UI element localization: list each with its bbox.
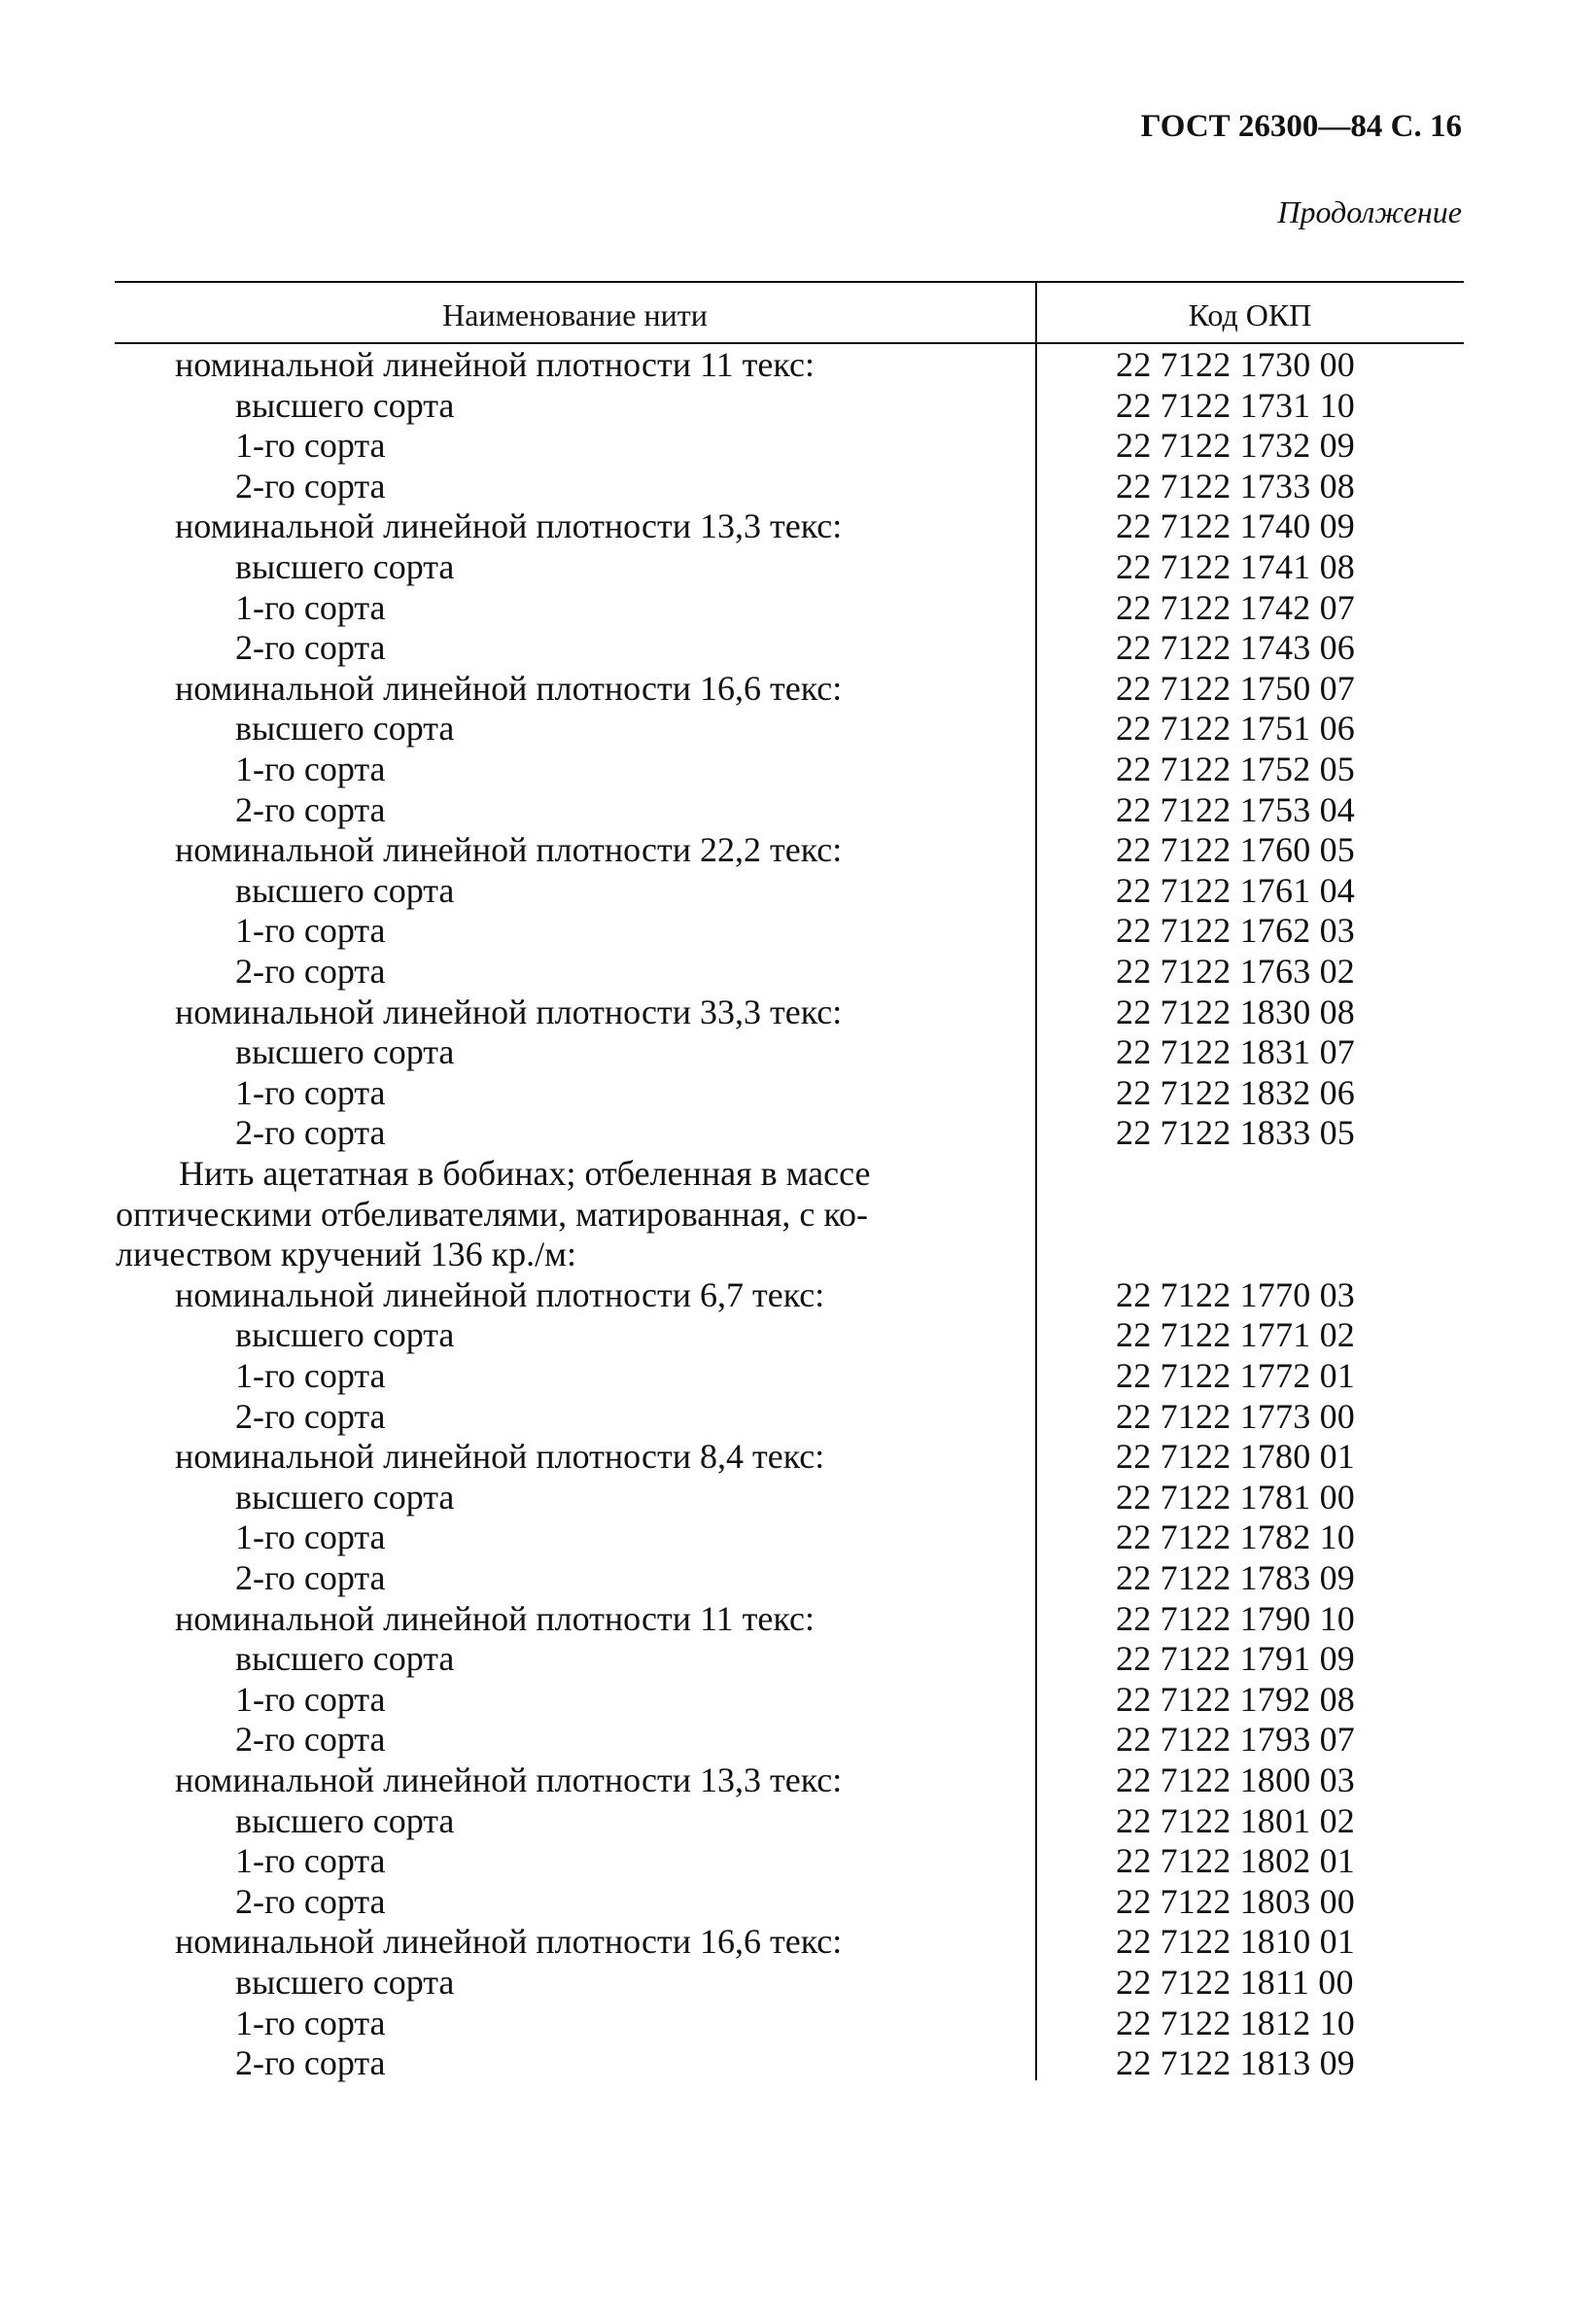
table-row — [0, 1639, 1596, 1680]
table-row — [0, 669, 1596, 710]
table-row — [0, 1801, 1596, 1842]
row-code: 22 7122 1732 09 — [1116, 426, 1355, 466]
row-code: 22 7122 1832 06 — [1116, 1072, 1355, 1112]
row-code: 22 7122 1730 00 — [1116, 345, 1355, 384]
column-header-name: Наименование нити — [442, 297, 708, 332]
table-row — [0, 1315, 1596, 1356]
row-name: 2-го сорта — [235, 1396, 386, 1436]
table-row — [0, 1599, 1596, 1640]
row-name: высшего сорта — [235, 1639, 455, 1679]
row-name: Нить ацетатная в бобинах; отбеленная в массе — [179, 1154, 871, 1193]
row-name: высшего сорта — [235, 1477, 455, 1517]
row-code: 22 7122 1750 07 — [1116, 668, 1355, 708]
row-code: 22 7122 1793 07 — [1116, 1720, 1355, 1760]
column-header-code: Код ОКП — [1188, 297, 1312, 332]
row-code: 22 7122 1810 01 — [1116, 1922, 1355, 1962]
table-row — [0, 1558, 1596, 1599]
table-row — [0, 750, 1596, 790]
row-name: 1-го сорта — [235, 426, 386, 466]
row-name: 1-го сорта — [235, 911, 386, 951]
row-code: 22 7122 1753 04 — [1116, 789, 1355, 829]
row-name: 2-го сорта — [235, 1720, 386, 1760]
row-name: 2-го сорта — [235, 2043, 386, 2083]
row-code: 22 7122 1752 05 — [1116, 750, 1355, 788]
row-code: 22 7122 1761 04 — [1116, 870, 1355, 910]
table-row — [0, 2004, 1596, 2044]
table-row — [0, 506, 1596, 547]
row-code: 22 7122 1782 10 — [1116, 1517, 1355, 1557]
table-row — [0, 871, 1596, 912]
row-name: 1-го сорта — [235, 587, 386, 627]
table-row — [0, 830, 1596, 871]
row-code: 22 7122 1792 08 — [1116, 1679, 1355, 1719]
row-code: 22 7122 1742 07 — [1116, 587, 1355, 627]
row-name: 2-го сорта — [235, 628, 386, 668]
table-row — [0, 345, 1596, 386]
row-code: 22 7122 1773 00 — [1116, 1396, 1355, 1436]
row-code: 22 7122 1731 10 — [1116, 385, 1355, 425]
row-name: 1-го сорта — [235, 1517, 386, 1557]
row-name: оптическими отбеливателями, матированная, с ко- — [116, 1194, 868, 1234]
continuation-label: Продолжение — [1277, 194, 1462, 229]
row-name: номинальной линейной плотности 13,3 текс: — [175, 1761, 843, 1799]
table-row — [0, 1356, 1596, 1397]
row-code: 22 7122 1781 00 — [1116, 1477, 1355, 1517]
row-name: 1-го сорта — [235, 1072, 386, 1112]
row-code: 22 7122 1831 07 — [1116, 1032, 1355, 1072]
row-name: 1-го сорта — [235, 2003, 386, 2042]
table-row — [0, 790, 1596, 831]
row-name: 1-го сорта — [235, 750, 386, 788]
table-row — [0, 386, 1596, 427]
row-code: 22 7122 1770 03 — [1116, 1274, 1355, 1314]
table-row — [0, 426, 1596, 467]
table-row — [0, 1073, 1596, 1114]
table-header-rule — [115, 342, 1464, 344]
row-name: номинальной линейной плотности 11 текс: — [175, 345, 815, 384]
row-name: 1-го сорта — [235, 1841, 386, 1881]
row-name: высшего сорта — [235, 547, 455, 586]
row-name: высшего сорта — [235, 1800, 455, 1840]
table-row — [0, 1922, 1596, 1963]
table-row — [0, 1882, 1596, 1923]
row-name: номинальной линейной плотности 8,4 текс: — [175, 1437, 825, 1477]
row-code: 22 7122 1763 02 — [1116, 952, 1355, 991]
table-row — [0, 993, 1596, 1033]
row-name: номинальной линейной плотности 11 текс: — [175, 1598, 815, 1638]
row-code: 22 7122 1751 06 — [1116, 709, 1355, 749]
row-code: 22 7122 1740 09 — [1116, 506, 1355, 546]
row-name: высшего сорта — [235, 1032, 455, 1072]
table-row — [0, 1397, 1596, 1438]
row-name: высшего сорта — [235, 709, 455, 749]
row-name: 2-го сорта — [235, 952, 386, 991]
row-code: 22 7122 1833 05 — [1116, 1113, 1355, 1153]
row-name: номинальной линейной плотности 16,6 текс: — [175, 1922, 843, 1962]
row-name: высшего сорта — [235, 870, 455, 910]
table-row — [0, 1761, 1596, 1801]
row-code: 22 7122 1780 01 — [1116, 1437, 1355, 1477]
table-row — [0, 1963, 1596, 2004]
row-name: 1-го сорта — [235, 1679, 386, 1719]
row-name: 2-го сорта — [235, 1881, 386, 1921]
table-row — [0, 2043, 1596, 2084]
table-row — [0, 628, 1596, 669]
row-code: 22 7122 1772 01 — [1116, 1356, 1355, 1395]
row-name: 2-го сорта — [235, 789, 386, 829]
row-name: 2-го сорта — [235, 466, 386, 506]
row-code: 22 7122 1811 00 — [1116, 1963, 1354, 2002]
row-name: 1-го сорта — [235, 1356, 386, 1395]
table-row — [0, 1437, 1596, 1478]
document-code: ГОСТ 26300—84 С. 16 — [1140, 109, 1462, 144]
row-code: 22 7122 1741 08 — [1116, 547, 1355, 586]
table-row — [0, 1517, 1596, 1558]
row-code: 22 7122 1803 00 — [1116, 1881, 1355, 1921]
row-name: номинальной линейной плотности 6,7 текс: — [175, 1274, 825, 1314]
row-name: номинальной линейной плотности 13,3 текс: — [175, 506, 843, 546]
row-code: 22 7122 1762 03 — [1116, 911, 1355, 951]
table-row — [0, 1235, 1596, 1275]
row-code: 22 7122 1790 10 — [1116, 1598, 1355, 1638]
table-row — [0, 1032, 1596, 1073]
row-code: 22 7122 1812 10 — [1116, 2003, 1355, 2042]
row-code: 22 7122 1783 09 — [1116, 1558, 1355, 1597]
table-row — [0, 1720, 1596, 1761]
row-code: 22 7122 1830 08 — [1116, 992, 1355, 1031]
table-row — [0, 467, 1596, 507]
table-row — [0, 1154, 1596, 1195]
row-code: 22 7122 1802 01 — [1116, 1841, 1355, 1881]
row-name: 2-го сорта — [235, 1113, 386, 1153]
row-code: 22 7122 1801 02 — [1116, 1800, 1355, 1840]
row-code: 22 7122 1800 03 — [1116, 1761, 1355, 1799]
row-name: личеством кручений 136 кр./м: — [116, 1235, 576, 1274]
row-code: 22 7122 1743 06 — [1116, 628, 1355, 668]
row-code: 22 7122 1813 09 — [1116, 2043, 1355, 2083]
table-row — [0, 1841, 1596, 1882]
row-name: высшего сорта — [235, 385, 455, 425]
table-row — [0, 709, 1596, 750]
table-top-rule — [115, 281, 1464, 283]
row-name: высшего сорта — [235, 1315, 455, 1355]
row-name: номинальной линейной плотности 22,2 текс: — [175, 830, 843, 870]
row-code: 22 7122 1771 02 — [1116, 1315, 1355, 1355]
row-name: номинальной линейной плотности 16,6 текс: — [175, 668, 843, 708]
table-row — [0, 952, 1596, 993]
row-code: 22 7122 1733 08 — [1116, 466, 1355, 506]
table-row — [0, 588, 1596, 629]
row-code: 22 7122 1791 09 — [1116, 1639, 1355, 1679]
row-name: 2-го сорта — [235, 1558, 386, 1597]
row-code: 22 7122 1760 05 — [1116, 830, 1355, 870]
row-name: высшего сорта — [235, 1963, 455, 2002]
table-row — [0, 911, 1596, 952]
table-row — [0, 1275, 1596, 1316]
table-row — [0, 547, 1596, 588]
row-name: номинальной линейной плотности 33,3 текс: — [175, 992, 843, 1031]
table-row — [0, 1478, 1596, 1518]
table-row — [0, 1195, 1596, 1236]
table-row — [0, 1113, 1596, 1154]
table-row — [0, 1680, 1596, 1721]
